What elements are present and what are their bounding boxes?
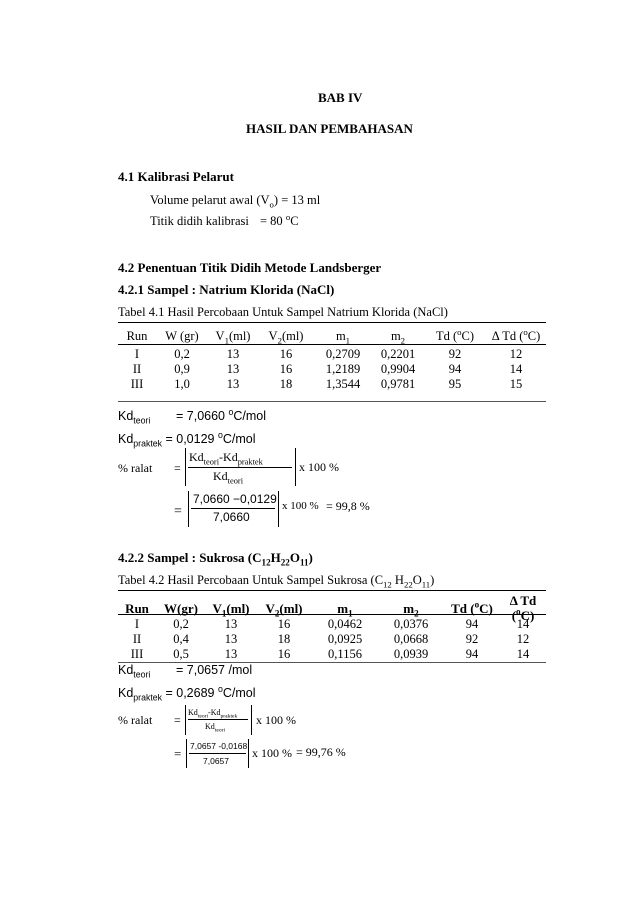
table-row xyxy=(118,362,546,377)
cell: II xyxy=(132,362,142,376)
formula-o: O xyxy=(289,550,300,565)
kd-value: = 0,0129 xyxy=(165,432,218,446)
kd-sub: teori xyxy=(133,669,151,680)
chapter-number: BAB IV xyxy=(318,90,363,105)
kd-label: Kd xyxy=(118,409,134,423)
cell: 0,4 xyxy=(173,632,189,646)
abs-bar-right xyxy=(295,448,296,486)
equals-2: = xyxy=(174,504,182,519)
heading-text: 4.2.2 Sampel : Sukrosa (C xyxy=(118,550,262,565)
kd-sub: teori xyxy=(214,727,226,734)
table2-header-rule xyxy=(118,614,546,615)
cell: 16 xyxy=(277,647,291,661)
minus-kd: -Kd xyxy=(219,450,238,464)
initial-volume-value: ) = 13 ml xyxy=(273,193,321,207)
times-100-2: x 100 % xyxy=(282,500,319,512)
result-1: = 99,8 % xyxy=(326,499,370,513)
kd-teori-value-1 xyxy=(176,406,267,423)
kd-praktek-line-1 xyxy=(118,429,256,449)
fraction-bar xyxy=(191,508,275,509)
abs-bar-right xyxy=(248,739,249,768)
fraction-numerator-4: 7,0657 -0,0168 xyxy=(190,741,248,751)
cell: 15 xyxy=(509,377,523,391)
cell: 0,1156 xyxy=(328,647,362,661)
kd-teori-value-2: = 7,0657 /mol xyxy=(176,663,253,677)
caption-close: ) xyxy=(430,573,435,587)
table2-header-cell: $m_2$ xyxy=(403,600,419,619)
fraction-bar xyxy=(188,719,248,720)
cell: 16 xyxy=(279,362,293,376)
cell: 16 xyxy=(279,347,293,361)
formula-sub: 12 xyxy=(261,557,271,568)
kd-praktek-line-2 xyxy=(118,683,256,703)
cell: 18 xyxy=(277,632,291,646)
ralat-label-1: % ralat xyxy=(118,461,153,475)
cell: I xyxy=(134,347,140,361)
table1-header-cell: $m_2$ xyxy=(390,328,406,345)
cell: 0,2 xyxy=(174,347,190,361)
kd-unit: C/mol xyxy=(233,409,267,423)
table-row xyxy=(118,632,546,647)
fraction-denominator-4: 7,0657 xyxy=(203,756,229,766)
formula-sub: 22 xyxy=(280,557,290,568)
times-100-1: x 100 % xyxy=(299,460,339,474)
abs-bar-right xyxy=(278,491,279,527)
table2-header-cell: W(gr) xyxy=(164,600,198,616)
cell: 0,9781 xyxy=(380,377,416,391)
table2-caption xyxy=(118,573,434,588)
cell: 95 xyxy=(448,377,462,391)
cell: 13 xyxy=(226,362,240,376)
kd-label: Kd xyxy=(118,663,134,677)
formula-o: O xyxy=(412,573,422,587)
formula-h: H xyxy=(270,550,281,565)
table1-body xyxy=(118,347,546,392)
result-2: = 99,76 % xyxy=(296,745,346,759)
cell: 13 xyxy=(226,377,240,391)
cell: 12 xyxy=(516,632,530,646)
table1-top-rule xyxy=(118,322,546,323)
kd-label: Kd xyxy=(188,708,198,717)
abs-bar-left xyxy=(185,448,186,486)
equals-3: = xyxy=(174,713,181,727)
cell: 0,0462 xyxy=(327,617,363,631)
formula-sub: 12 xyxy=(383,579,392,590)
abs-bar-right xyxy=(251,705,252,735)
degree-sup: o xyxy=(228,406,234,417)
table1-caption: Tabel 4.1 Hasil Percobaan Untuk Sampel Natrium Klorida (NaCl) xyxy=(118,305,448,319)
degree-sup: o xyxy=(217,683,223,694)
cell: 0,0925 xyxy=(327,632,363,646)
kd-label: Kd xyxy=(118,432,134,446)
fraction-denominator-1 xyxy=(213,469,243,484)
section-4-2-2-heading xyxy=(118,550,313,566)
equals-4: = xyxy=(174,746,182,761)
kd-teori-line-2 xyxy=(118,663,151,680)
kd-sub: praktek xyxy=(133,438,162,449)
initial-volume-label: Volume pelarut awal (V xyxy=(150,193,270,207)
cell: 0,9904 xyxy=(380,362,416,376)
table-row xyxy=(118,647,546,662)
abs-bar-left xyxy=(186,739,187,768)
cell: III xyxy=(130,377,144,391)
cell: 0,5 xyxy=(173,647,189,661)
calibration-bp-label: Titik didih kalibrasi xyxy=(150,214,249,228)
ralat-label-2: % ralat xyxy=(118,713,153,727)
kd-label: Kd xyxy=(189,450,204,464)
kd-sub: teori xyxy=(227,476,244,486)
fraction-numerator-2: 7,0660 −0,0129 xyxy=(193,492,277,506)
table1-header-cell: Δ Td ($^o$C) xyxy=(491,326,541,343)
kd-value: = 7,0660 xyxy=(176,409,229,423)
cell: II xyxy=(132,632,142,646)
kd-value: = 0,2689 xyxy=(165,686,218,700)
table2-header-cell: $m_1$ xyxy=(337,600,353,619)
formula-h: H xyxy=(391,573,404,587)
fraction-denominator-2: 7,0660 xyxy=(213,510,250,524)
table1-header-cell: $m_1$ xyxy=(335,328,351,345)
cell: 13 xyxy=(224,632,238,646)
table1-header-row xyxy=(118,326,546,346)
cell: 1,0 xyxy=(174,377,190,391)
times-100-4: x 100 % xyxy=(252,746,292,760)
section-4-2-1-heading: 4.2.1 Sampel : Natrium Klorida (NaCl) xyxy=(118,282,335,297)
cell: 0,2 xyxy=(173,617,189,631)
chapter-title: HASIL DAN PEMBAHASAN xyxy=(246,121,413,136)
table1-header-cell: Run xyxy=(126,328,148,343)
table-row xyxy=(118,347,546,362)
cell: 0,0939 xyxy=(393,647,429,661)
initial-volume-line xyxy=(150,193,320,208)
kd-unit: C/mol xyxy=(222,432,256,446)
fraction-denominator-3 xyxy=(205,722,226,734)
kd-unit: C/mol xyxy=(222,686,256,700)
kd-sub: praktek xyxy=(220,713,238,720)
kd-sub: praktek xyxy=(237,457,263,467)
calibration-bp-unit: C xyxy=(290,214,299,228)
fraction-bar xyxy=(188,467,292,468)
abs-bar-left xyxy=(188,491,189,527)
table2-header-cell: Δ Td ($^o$C) xyxy=(509,593,537,623)
cell: 94 xyxy=(465,617,479,631)
table1-header-cell: $V_1(ml)$ xyxy=(215,328,251,345)
cell: 16 xyxy=(277,617,291,631)
table1-header-cell: W (gr) xyxy=(165,328,199,343)
calibration-bp-number: = 80 xyxy=(260,214,286,228)
minus-kd: -Kd xyxy=(208,708,221,717)
kd-sub: teori xyxy=(203,457,220,467)
initial-volume-sub: o xyxy=(269,199,274,210)
table2-header-cell: $V_2(ml)$ xyxy=(265,600,303,619)
table-row xyxy=(118,377,546,392)
kd-label: Kd xyxy=(118,686,134,700)
cell: 94 xyxy=(448,362,462,376)
kd-teori-line-1 xyxy=(118,409,151,426)
cell: 13 xyxy=(224,647,238,661)
kd-sub: teori xyxy=(197,713,209,720)
degree-sup: o xyxy=(285,211,291,222)
cell: III xyxy=(130,647,144,661)
cell: 14 xyxy=(516,647,530,661)
section-4-2-heading: 4.2 Penentuan Titik Didih Metode Landsberger xyxy=(118,260,382,275)
abs-bar-left xyxy=(185,705,186,735)
cell: 14 xyxy=(516,617,530,631)
table1 xyxy=(118,326,546,346)
caption-text: Tabel 4.2 Hasil Percobaan Untuk Sampel Sukrosa (C xyxy=(118,573,384,587)
heading-close: ) xyxy=(308,550,313,565)
kd-label: Kd xyxy=(213,469,228,483)
formula-sub: 11 xyxy=(421,579,431,590)
fraction-numerator-1 xyxy=(189,450,263,465)
cell: 14 xyxy=(509,362,523,376)
kd-label: Kd xyxy=(205,722,215,731)
table2-body xyxy=(118,617,546,662)
cell: 0,0376 xyxy=(393,617,429,631)
formula-sub: 22 xyxy=(403,579,413,590)
cell: 12 xyxy=(509,347,523,361)
cell: 94 xyxy=(465,647,479,661)
cell: 92 xyxy=(448,347,462,361)
cell: 0,2709 xyxy=(325,347,361,361)
table1-bottom-rule xyxy=(118,401,546,402)
cell: 1,3544 xyxy=(325,377,361,391)
cell: 18 xyxy=(279,377,293,391)
degree-sup: o xyxy=(217,429,223,440)
fraction-bar xyxy=(189,753,246,754)
fraction-numerator-3 xyxy=(188,708,238,720)
table1-header-cell: Td ($^o$C) xyxy=(435,326,475,343)
calibration-bp-value xyxy=(260,211,299,229)
cell: I xyxy=(134,617,140,631)
times-100-3: x 100 % xyxy=(256,713,296,727)
cell: 13 xyxy=(224,617,238,631)
table-row xyxy=(118,617,546,632)
cell: 0,2201 xyxy=(380,347,416,361)
table1-header-cell: $V_2(ml)$ xyxy=(268,328,304,345)
cell: 92 xyxy=(465,632,479,646)
cell: 0,9 xyxy=(174,362,190,376)
cell: 1,2189 xyxy=(325,362,361,376)
table1-header-rule xyxy=(118,344,546,345)
kd-sub: teori xyxy=(133,415,151,426)
table2-header-cell: Td ($^o$C) xyxy=(451,599,493,616)
table2-top-rule xyxy=(118,590,546,591)
table2-header-cell: Run xyxy=(125,600,149,616)
equals-1: = xyxy=(174,461,181,475)
section-4-1-heading: 4.1 Kalibrasi Pelarut xyxy=(118,169,234,184)
cell: 13 xyxy=(226,347,240,361)
kd-sub: praktek xyxy=(133,692,162,703)
table2-header-cell: $V_1(ml)$ xyxy=(212,600,250,619)
formula-sub: 11 xyxy=(299,557,309,568)
cell: 0,0668 xyxy=(393,632,429,646)
